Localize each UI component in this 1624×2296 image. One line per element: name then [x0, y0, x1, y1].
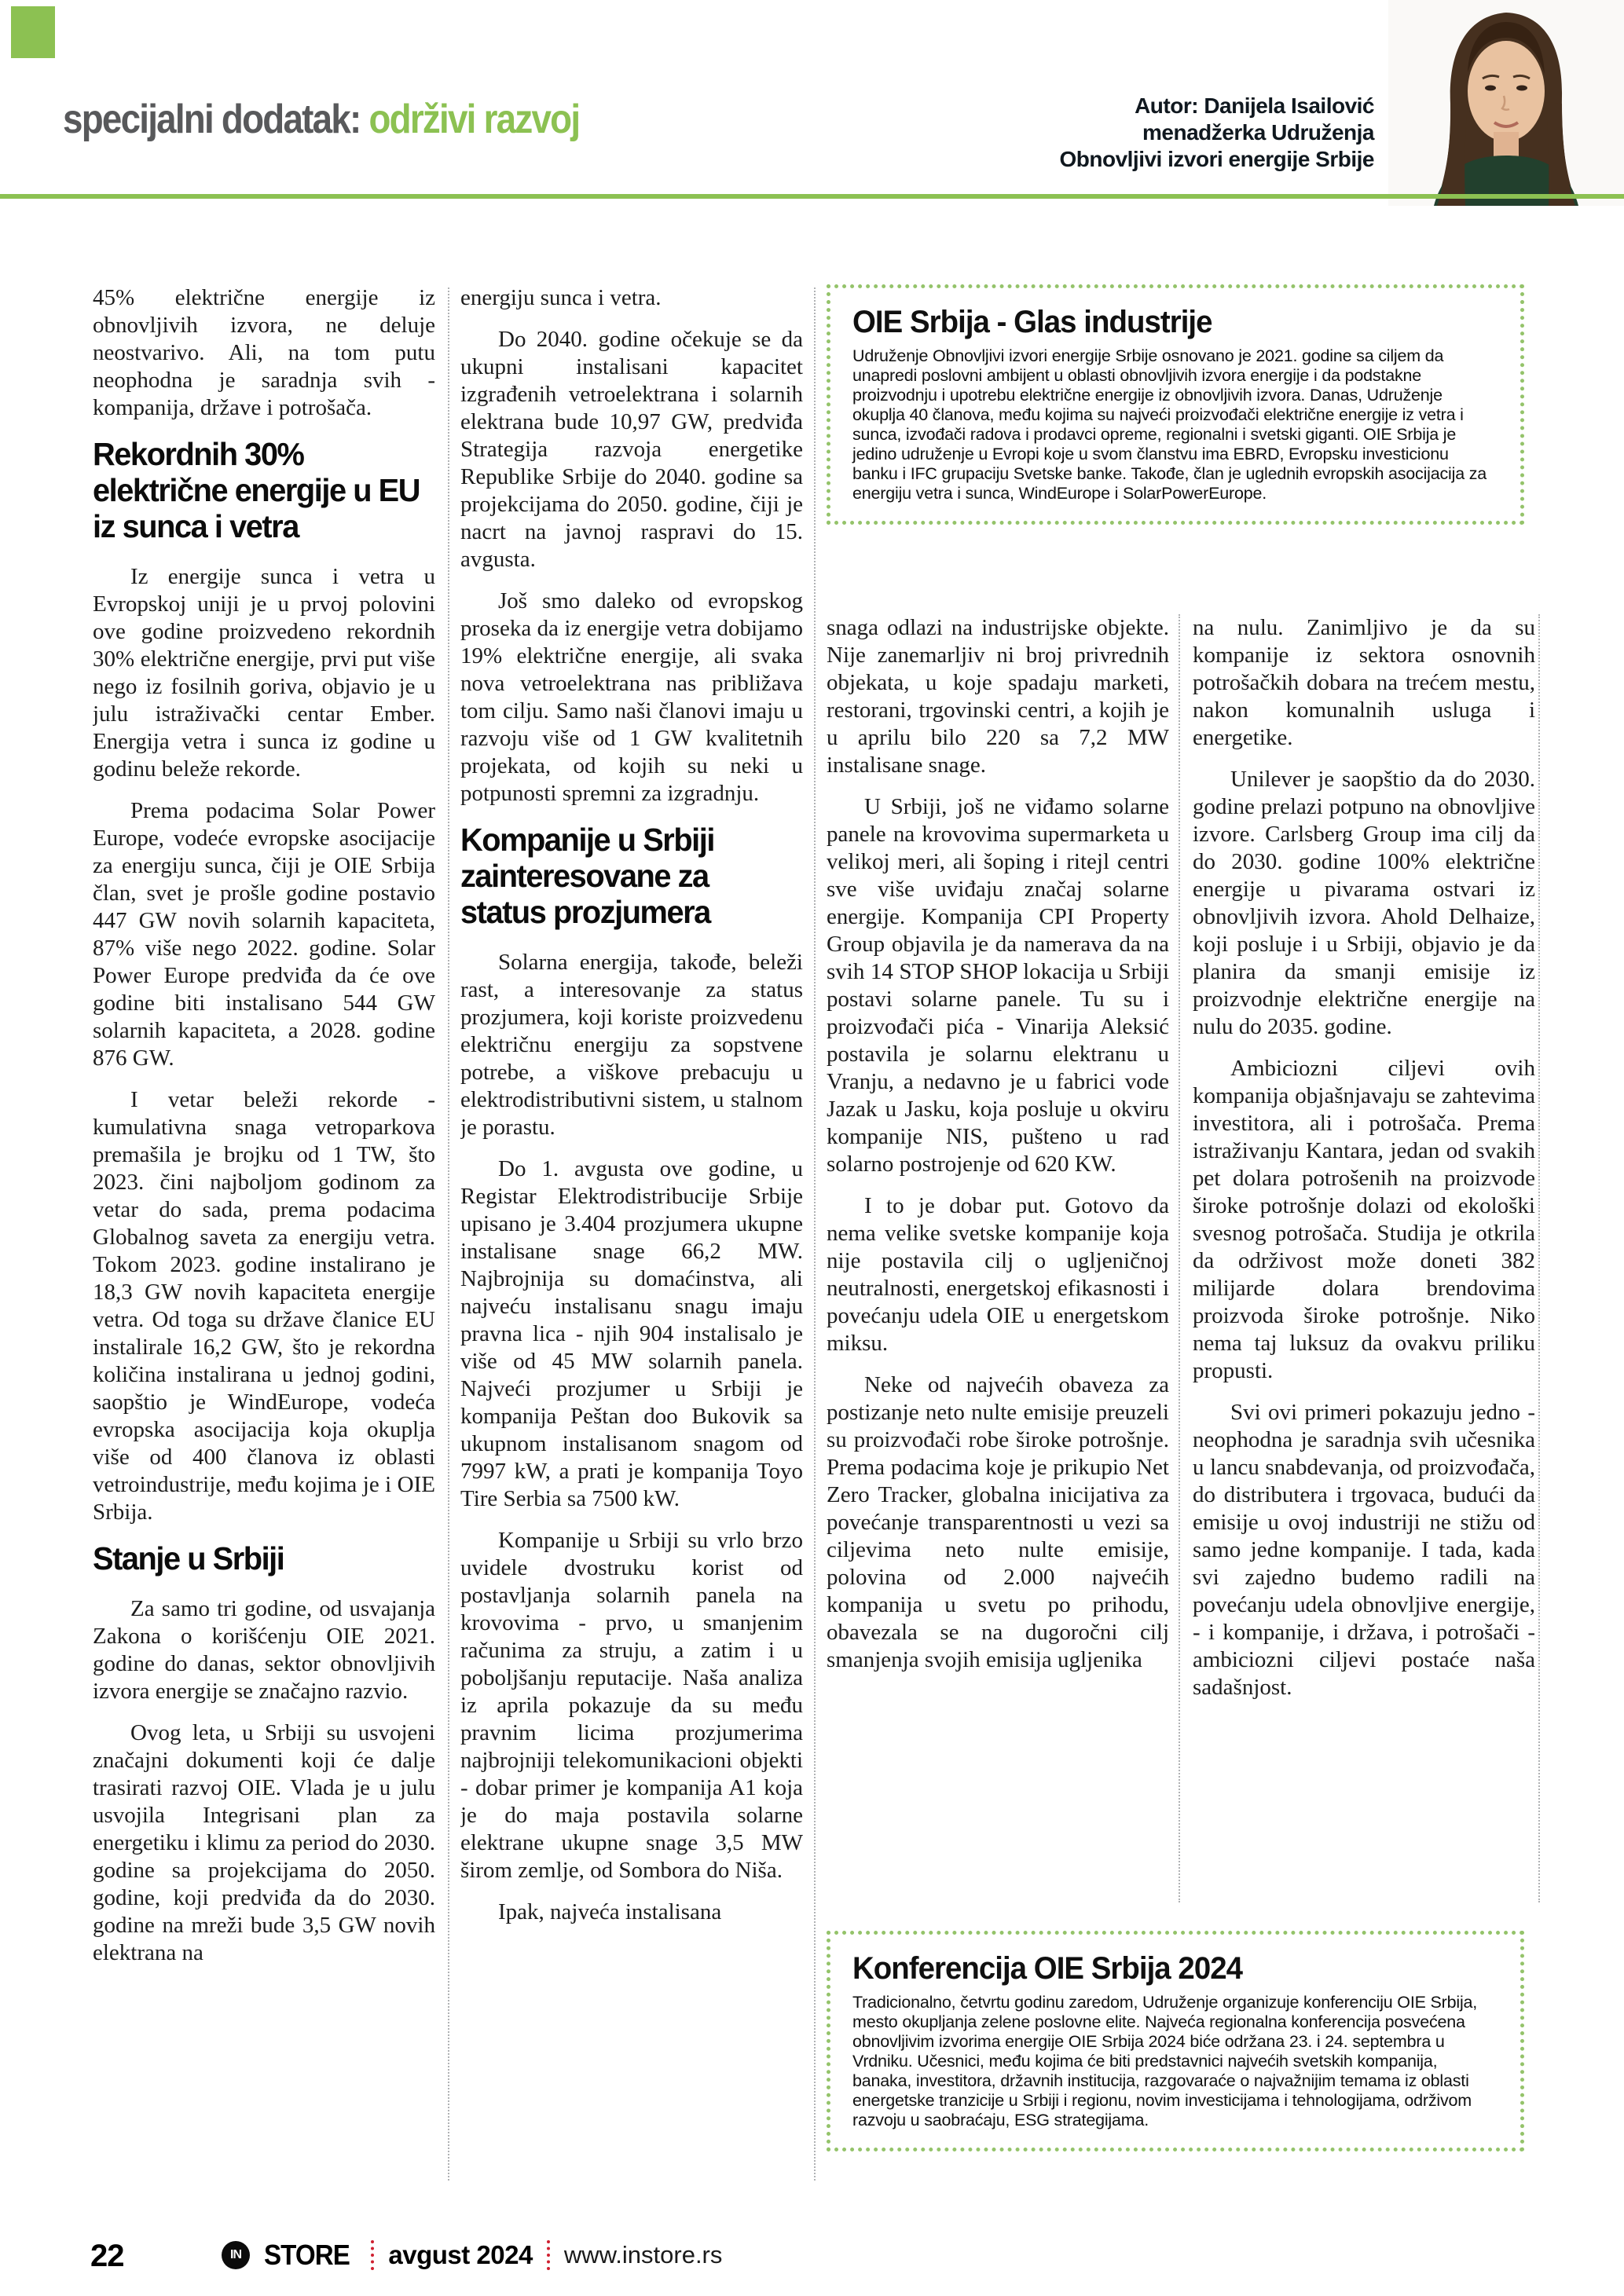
paragraph: Solarna energija, takođe, beleži rast, a interesovanje za status prozjumera, koji koriste proizvedenu električnu energiju za sopstvene potrebe, a viškove prebacuju u elektrodistributivni sistem, u stalnom je porastu.	[460, 950, 803, 1140]
author-role: menadžerka Udruženja	[1142, 120, 1374, 145]
footer-issue: avgust 2024	[388, 2240, 533, 2269]
infobox-konferencija	[827, 1931, 1524, 2151]
section-heading: Stanje u Srbiji	[93, 1540, 284, 1576]
section-heading: Rekordnih 30% električne energije u EU iz sunca i vetra	[93, 436, 420, 544]
footer-page-number: 22	[90, 2239, 124, 2273]
paragraph: energiju sunca i vetra.	[460, 285, 662, 310]
kicker-green-text: održivi razvoj	[368, 97, 580, 142]
paragraph: U Srbiji, još ne viđamo solarne panele na krovovima supermarketa u velikoj meri, ali šoping i ritejl centri sve više uviđaju značaj solarne energije. Kompanija CPI Property Group objavila je da namerava da na svih 14 STOP SHOP lokacija u Srbiji postavi solarne panele. Tu su i proizvođači pića - Vinarija Aleksić postavila je solarnu elektranu u Vranju, a nedavno je u fabrici vode Jazak u Jasku, koja posluje u okviru kompanije NIS, pušteno u rad solarno postrojenje od 620 KW.	[827, 794, 1169, 1177]
footer-brand-row	[222, 2239, 722, 2272]
paragraph: Iz energije sunca i vetra u Evropskoj uniji je u prvoj polovini ove godine proizvedeno rekordnih 30% električne energije, prvi put više nego iz fosilnih goriva, objavio je u julu istraživački centar Ember. Energija vetra i sunca iz godine u godinu beleže rekorde.	[93, 564, 435, 782]
paragraph: 45% električne energije iz obnovljivih izvora, ne deluje neostvarivo. Ali, na tom putu neophodna je saradnja svih - kompanija, države i potrošača.	[93, 285, 435, 420]
paragraph: Ipak, najveća instalisana	[498, 1899, 722, 1924]
paragraph: Prema podacima Solar Power Europe, vodeće evropske asocijacije za energiju sunca, čiji je OIE Srbija član, svet je prošle godine postavio 447 GW novih solarnih kapaciteta, 87% više nego 2022. godine. Solar Power Europe predviđa da će ove godine biti instalisano 544 GW solarnih kapaciteta, a 2028. godine 876 GW.	[93, 798, 435, 1071]
kicker-gray-text: specijalni dodatak:	[63, 97, 361, 142]
footer-separator	[547, 2240, 550, 2270]
green-accent-square	[11, 6, 55, 58]
paragraph: Do 1. avgusta ove godine, u Registar Elektrodistribucije Srbije upisano je 3.404 prozjumera ukupne instalisane snage 66,2 MW. Najbrojnija su domaćinstva, ali najveću instalisanu snagu imaju pravna lica - njih 904 instalisalo je više od 45 MW solarnih panela. Najveći prozjumer u Srbiji je kompanija Peštan doo Bukovik sa ukupnom instalisanom snagom od 7997 kW, a prati je kompanija Toyo Tire Serbia sa 7500 kW.	[460, 1156, 803, 1511]
paragraph: Svi ovi primeri pokazuju jedno - neophodna je saradnja svih učesnika u lancu snabdevanja, od proizvođača, do distributera i trgovaca, budući da emisije u ovoj industriji ne stižu od samo jedne kompanije. I tada, kada svi zajedno budemo radili na povećanju udela obnovljive energije, - i kompanije, i država, i potrošači - ambiciozni ciljevi postaće naša sadašnjost.	[1193, 1400, 1535, 1700]
header-divider-rule	[0, 194, 1624, 199]
column-separator	[1538, 614, 1540, 1902]
column-separator	[448, 287, 449, 2181]
footer-brand-store: STORE	[264, 2239, 350, 2271]
paragraph: Za samo tri godine, od usvajanja Zakona o korišćenju OIE 2021. godine do danas, sektor obnovljivih izvora energije se značajno razvio.	[93, 1596, 435, 1704]
paragraph: Ovog leta, u Srbiji su usvojeni značajni dokumenti koji će dalje trasirati razvoj OIE. Vlada je u julu usvojila Integrisani plan za energetiku i klimu za period do 2030. godine sa projekcijama do 2050. godine, koji predviđa da do 2030. godine na mreži bude 3,5 GW novih elektrana na	[93, 1720, 435, 1965]
infobox-title: OIE Srbija - Glas industrije	[852, 305, 1212, 339]
section-heading: Kompanije u Srbiji zainteresovane za status prozjumera	[460, 822, 714, 930]
footer-separator	[371, 2240, 374, 2270]
paragraph: snaga odlazi na industrijske objekte. Nije zanemarljiv ni broj privrednih objekata, u koje spadaju marketi, restorani, trgovinski centri, a kojih je u aprilu bilo 220 sa 7,2 MW instalisane snage.	[827, 615, 1169, 778]
paragraph: Do 2040. godine očekuje se da ukupni instalisani kapacitet izgrađenih vetroelektrana i solarnih elektrana bude 10,97 GW, predviđa Strategija razvoja energetike Republike Srbije do 2040. godine sa projekcijama do 2050. godine, čiji je nacrt na javnoj raspravi do 15. avgusta.	[460, 327, 803, 572]
text-column-3	[827, 614, 1169, 1910]
paragraph: Još smo daleko od evropskog proseka da iz energije vetra dobijamo 19% električne energije, ali svaka nova vetroelektrana nas približava tom cilju. Samo naši članovi imaju u razvoju više od 1 GW kvalitetnih projekata, od kojih su neki u potpunosti spremni za izgradnju.	[460, 588, 803, 806]
text-column-1	[93, 284, 435, 2193]
page-kicker	[63, 96, 579, 143]
text-column-2	[460, 284, 803, 2193]
author-name: Autor: Danijela Isailović	[1135, 93, 1374, 118]
infobox-body: Tradicionalno, četvrtu godinu zaredom, Udruženje organizuje konferenciju OIE Srbija, mesto okupljanja zelene poslovne elite. Najveća regionalna konferencija posvećena obnovljivim izvorima energije OIE Srbija 2024 biće održana 23. i 24. septembra u Vrdniku. Učesnici, među kojima će biti predstavnici najvećih svetskih kompanija, banaka, investitora, državnih institucija, razgovaraće o najvažnijim temama iz oblasti energetske tranzicije u Srbiji i regionu, novim investicijama i tehnologijama, održivom razvoju u saobraćaju, ESG strategijama.	[852, 1993, 1478, 2129]
paragraph: Kompanije u Srbiji su vrlo brzo uvidele dvostruku korist od postavljanja solarnih panela na krovovima - prvo, u smanjenim računima za struju, a zatim i u poboljšanju reputacije. Naša analiza iz aprila pokazuje da su među pravnim licima prozjumerima najbrojniji telekomunikacioni objekti - dobar primer je kompanija A1 koja je do maja postavila solarne elektrane ukupne snage 3,5 MW širom zemlje, od Sombora do Niša.	[460, 1528, 803, 1883]
paragraph: I vetar beleži rekorde - kumulativna snaga vetroparkova premašila je brojku od 1 TW, što 2023. čini najboljom godinom za vetar do sada, prema podacima Globalnog saveta za energiju vetra. Tokom 2023. godine instalirano je 18,3 GW novih kapaciteta energije vetra. Od toga su države članice EU instalirale 16,2 GW, što je rekordna količina instalirana u jednoj godini, saopštio je WindEurope, vodeća evropska asocijacija koja okuplja više od 400 članova iz oblasti vetroindustrije, među kojima je i OIE Srbija.	[93, 1087, 435, 1525]
author-block	[1059, 93, 1374, 173]
paragraph: Unilever je saopštio da do 2030. godine prelazi potpuno na obnovljive izvore. Carlsberg Group ima cilj da do 2030. godine 100% električne energije u pivarama ostvari iz obnovljivih izvora. Ahold Delhaize, koji posluje i u Srbiji, objavio je da planira da smanji emisije iz proizvodnje električne energije na nulu do 2035. godine.	[1193, 767, 1535, 1039]
paragraph: I to je dobar put. Gotovo da nema velike svetske kompanije koja nije postavila cilj o ugljeničnoj neutralnosti, energetskoj efikasnosti i povećanju udela OIE u energetskom miksu.	[827, 1193, 1169, 1356]
paragraph: Ambiciozni ciljevi ovih kompanija objašnjavaju se zahtevima investitora, ali i potrošača. Prema istraživanju Kantara, jedan od svakih pet dolara potrošenih na proizvode široke potrošnje dolazi od ekološki svesnog potrošača. Studija je otkrila da održivost može doneti 382 milijarde dolara brendovima proizvoda široke potrošnje. Niko nema taj luksuz da ovakvu priliku propusti.	[1193, 1056, 1535, 1383]
paragraph: Neke od najvećih obaveza za postizanje neto nulte emisije preuzeli su proizvođači robe široke potrošnje. Prema podacima koje je prikupio Net Zero Tracker, globalna inicijativa za povećanje transparentnosti u vezi sa ciljevima neto nulte emisije, polovina od 2.000 najvećih kompanija u svetu po prihodu, obavezala se na dugoročni cilj smanjenja svojih emisija ugljenika	[827, 1372, 1169, 1672]
column-separator	[1179, 614, 1180, 1902]
text-column-4	[1193, 614, 1535, 1910]
author-photo	[1388, 0, 1624, 206]
column-separator	[814, 287, 816, 2181]
infobox-title: Konferencija OIE Srbija 2024	[852, 1951, 1243, 1986]
infobox-body: Udruženje Obnovljivi izvori energije Srbije osnovano je 2021. godine sa ciljem da unapredi poslovni ambijent u oblasti obnovljivih izvora energije i da podstakne proizvodnju i upotrebu električne energije iz obnovljivih izvora. Danas, Udruženje okuplja 40 članova, među kojima su najveći proizvođači električne energije iz vetra i sunca, izvođači radova i prodavci opreme, regionalni i svetski giganti. OIE Srbija je jedino udruženje u Evropi koje u svom članstvu ima EBRD, Evropsku investicionu banku i IFC grupaciju Svetske banke. Takođe, član je uglednih evropskih asocijacija za energiju vetra i sunca, WindEurope i SolarPowerEurope.	[852, 346, 1487, 503]
paragraph: na nulu. Zanimljivo je da su kompanije iz sektora osnovnih potrošačkih dobara na trećem mestu, nakon komunalnih usluga i energetike.	[1193, 615, 1535, 750]
infobox-oie-srbija	[827, 284, 1524, 525]
author-organization: Obnovljivi izvori energije Srbije	[1059, 147, 1374, 171]
instore-logo-icon: IN	[222, 2241, 250, 2269]
footer-website: www.instore.rs	[563, 2241, 723, 2269]
